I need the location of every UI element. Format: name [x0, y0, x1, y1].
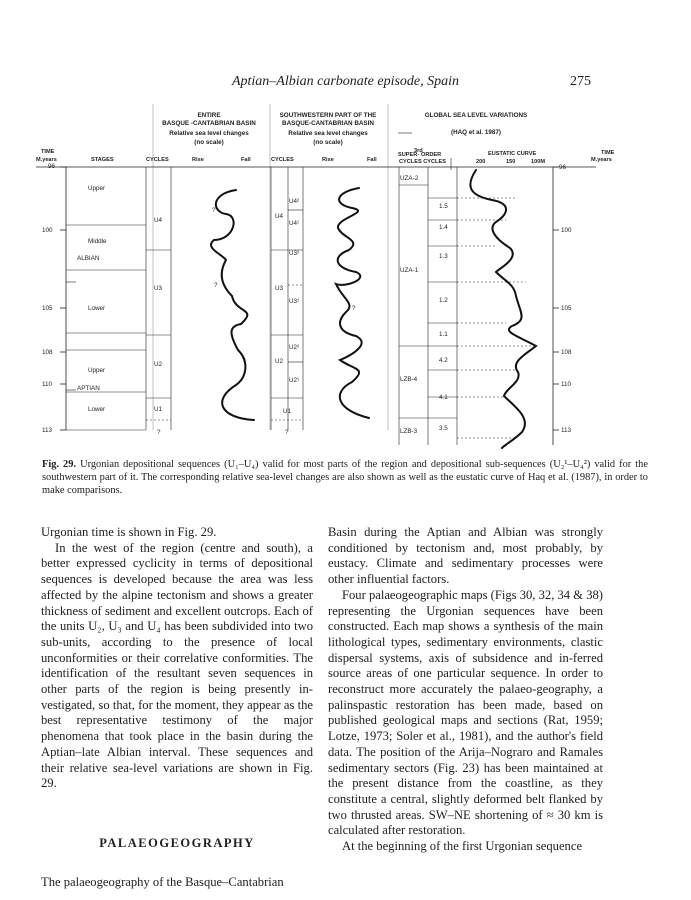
sw-q: ?	[285, 429, 289, 436]
third-1-3: 1.3	[439, 253, 448, 260]
right-paragraph-2: Four palaeogeographic maps (Figs 30, 32, 34 & 38) representing the Urgonian sequences have been constructed. Each map shows a synthesis of the main lithological types, sedimentary environments, clastic dispersal systems, axis of subsidence and in-ferred source areas of one particular sequence. In order to reconstruct more accurately the palaeo-geography, a palinspastic restoration has been made, based on published geological maps and sections (Rat, 1959; Lotze, 1973; Soler et al., 1981), and the author's field data. The position of the Arija–Nograro and Ramales sedimentary sectors (Fig. 23) has been maintained at the present distance from the coastline, as they constitute a central, slightly deformed belt flanked by two thrusted areas. SW–NE shortening of ≈ 30 km is calculated after restoration.	[328, 587, 603, 838]
sw-u3-2: U3²	[289, 250, 300, 257]
caption-label: Fig. 29.	[42, 459, 77, 470]
third-3-5: 3.5	[439, 425, 448, 432]
right-paragraph-3: At the beginning of the first Urgonian sequence	[342, 839, 583, 854]
time-tick-96-left: 96	[48, 163, 56, 170]
eustatic-tick-100: 100M	[531, 159, 545, 165]
time-tick-113-right: 113	[561, 427, 572, 434]
figure-caption	[42, 458, 648, 497]
section-heading-palaeogeography: PALAEOGEOGRAPHY	[99, 835, 255, 850]
header-entire-1: ENTIRE	[197, 112, 221, 119]
stages-label: STAGES	[91, 157, 114, 163]
sw-u2-2: U2²	[289, 344, 300, 351]
sw-u3: U3	[275, 285, 284, 292]
sw-u2: U2	[275, 358, 284, 365]
relative-sea-level-curve-entire	[211, 190, 254, 420]
body-column-left	[41, 525, 313, 890]
header-global-1: GLOBAL SEA LEVEL VARIATIONS	[424, 112, 528, 119]
super-uza1: UZA-1	[400, 267, 419, 274]
header-entire-3: Relative sea level changes	[169, 130, 249, 137]
time-tick-108-left: 108	[42, 349, 53, 356]
sw-u2-1: U2¹	[289, 377, 300, 384]
order-label: ORDER	[421, 152, 442, 158]
eustatic-tick-200: 200	[476, 159, 486, 165]
time-tick-96-right: 96	[559, 164, 567, 171]
cycle-u4: U4	[154, 217, 163, 224]
question-mark-2: ?	[214, 282, 218, 289]
sw-u4: U4	[275, 213, 284, 220]
third-4-1: 4.1	[439, 394, 448, 401]
eustatic-tick-150: 150	[506, 159, 516, 165]
caption-text: Urgonian depositional sequences (U₁–U₄) valid for most parts of the region and depositional sub-sequences (U₂¹–U₄²) valid for the southwestern part of it. The corresponding relative sea-level changes are also shown as well as the eustatic curve of Haq et al. (1987), in order to make comparisons.	[42, 459, 648, 496]
figure-svg	[36, 100, 630, 450]
third-order-label: 3rd	[414, 148, 423, 154]
header-entire-4: (no scale)	[194, 139, 224, 146]
super-label: SUPER-	[398, 152, 420, 158]
question-mark-3: ?	[242, 357, 246, 364]
running-title: Aptian–Albian carbonate episode, Spain	[231, 74, 460, 89]
super-uza2: UZA-2	[400, 175, 419, 182]
sw-u4-1: U4¹	[289, 220, 300, 227]
left-paragraph-2: In the west of the region (centre and south), a better expressed cyclicity in terms of depositional sequences is developed because the area was less affected by the alpine tectonism and shows a greater thickness of sediment and excellent outcrops. Each of the units U₂, U₃ and U₄ has been subdivided into two sub-units, according to the presence of local unconformities or their correlative conformities. The identification of the resultant seven sequences in other parts of the region is being presently in-vestigated, so that, for the moment, they appear as the best representative testimony of the major phenomena that took place in the basin during the Aptian–late Albian interval. These sequences and their relative sea-level variations are shown in Fig. 29.	[41, 540, 313, 791]
cycles-label: CYCLES	[146, 157, 169, 163]
stage-lower-aptian: Lower	[88, 406, 106, 413]
page-number: 275	[570, 74, 591, 89]
relative-sea-level-curve-southwest	[336, 188, 369, 418]
time-tick-105-left: 105	[42, 305, 53, 312]
eustatic-curve	[470, 170, 536, 448]
sw-u4-2: U4²	[289, 198, 300, 205]
stage-upper-aptian: Upper	[88, 367, 106, 374]
figure-29	[36, 100, 630, 450]
header-sw-4: (no scale)	[313, 139, 343, 146]
eustatic-label: EUSTATIC CURVE	[488, 151, 537, 157]
time-tick-113-left: 113	[42, 427, 53, 434]
running-header	[0, 74, 691, 92]
cycle-q: ?	[157, 429, 161, 436]
time-tick-108-right: 108	[561, 349, 572, 356]
header-sw-2: BASQUE-CANTABRIAN BASIN	[282, 120, 374, 127]
cycle-u3: U3	[154, 285, 163, 292]
third-1-5: 1.5	[439, 203, 448, 210]
time-right: TIME	[601, 150, 615, 156]
stage-aptian: APTIAN	[77, 385, 100, 392]
left-paragraph-3: The palaeogeography of the Basque–Cantabrian	[41, 874, 284, 889]
body-column-right	[328, 525, 603, 855]
header-sw-1: SOUTHWESTERN PART OF THE	[279, 112, 377, 119]
third-4-2: 4.2	[439, 357, 448, 364]
myears-left: M.years	[36, 157, 57, 163]
time-tick-105-right: 105	[561, 305, 572, 312]
question-mark-1: ?	[212, 207, 216, 214]
rise-label: Rise	[192, 157, 204, 163]
super-lzb3: LZB-3	[400, 428, 418, 435]
left-paragraph-1: Urgonian time is shown in Fig. 29.	[41, 525, 217, 539]
super-lzb4: LZB-4	[400, 376, 418, 383]
cycles-cycles-label: CYCLES CYCLES	[399, 159, 446, 165]
myears-right: M.years	[591, 157, 612, 163]
time-tick-110-right: 110	[561, 381, 572, 388]
fall2-label: Fall	[367, 157, 377, 163]
cycle-u2: U2	[154, 361, 163, 368]
time-tick-110-left: 110	[42, 381, 53, 388]
header-global-2: (HAQ et al. 1987)	[450, 129, 502, 136]
cycles2-label: CYCLES	[271, 157, 294, 163]
question-mark-4: ?	[352, 305, 356, 312]
time-left: TIME	[41, 149, 55, 155]
header-sw-3: Relative sea level changes	[288, 130, 368, 137]
cycle-u1: U1	[154, 406, 163, 413]
stage-albian: ALBIAN	[77, 255, 100, 262]
time-tick-100-left: 100	[42, 227, 53, 234]
time-tick-100-right: 100	[561, 227, 572, 234]
sw-u3-1: U3¹	[289, 298, 300, 305]
header-entire-2: BASQUE -CANTABRIAN BASIN	[162, 120, 256, 127]
sw-u1: U1	[283, 408, 292, 415]
right-paragraph-1: Basin during the Aptian and Albian was strongly conditioned by tectonism and, most probably, by eustacy. Climate and sedimentary processes were other influential factors.	[328, 525, 603, 587]
stage-upper-albian: Upper	[88, 185, 106, 192]
stage-middle-albian: Middle	[88, 238, 107, 245]
fall-label: Fall	[241, 157, 251, 163]
stage-lower-albian: Lower	[88, 305, 106, 312]
rise2-label: Rise	[322, 157, 334, 163]
third-1-4: 1.4	[439, 224, 448, 231]
third-1-1: 1.1	[439, 331, 448, 338]
third-1-2: 1.2	[439, 297, 448, 304]
